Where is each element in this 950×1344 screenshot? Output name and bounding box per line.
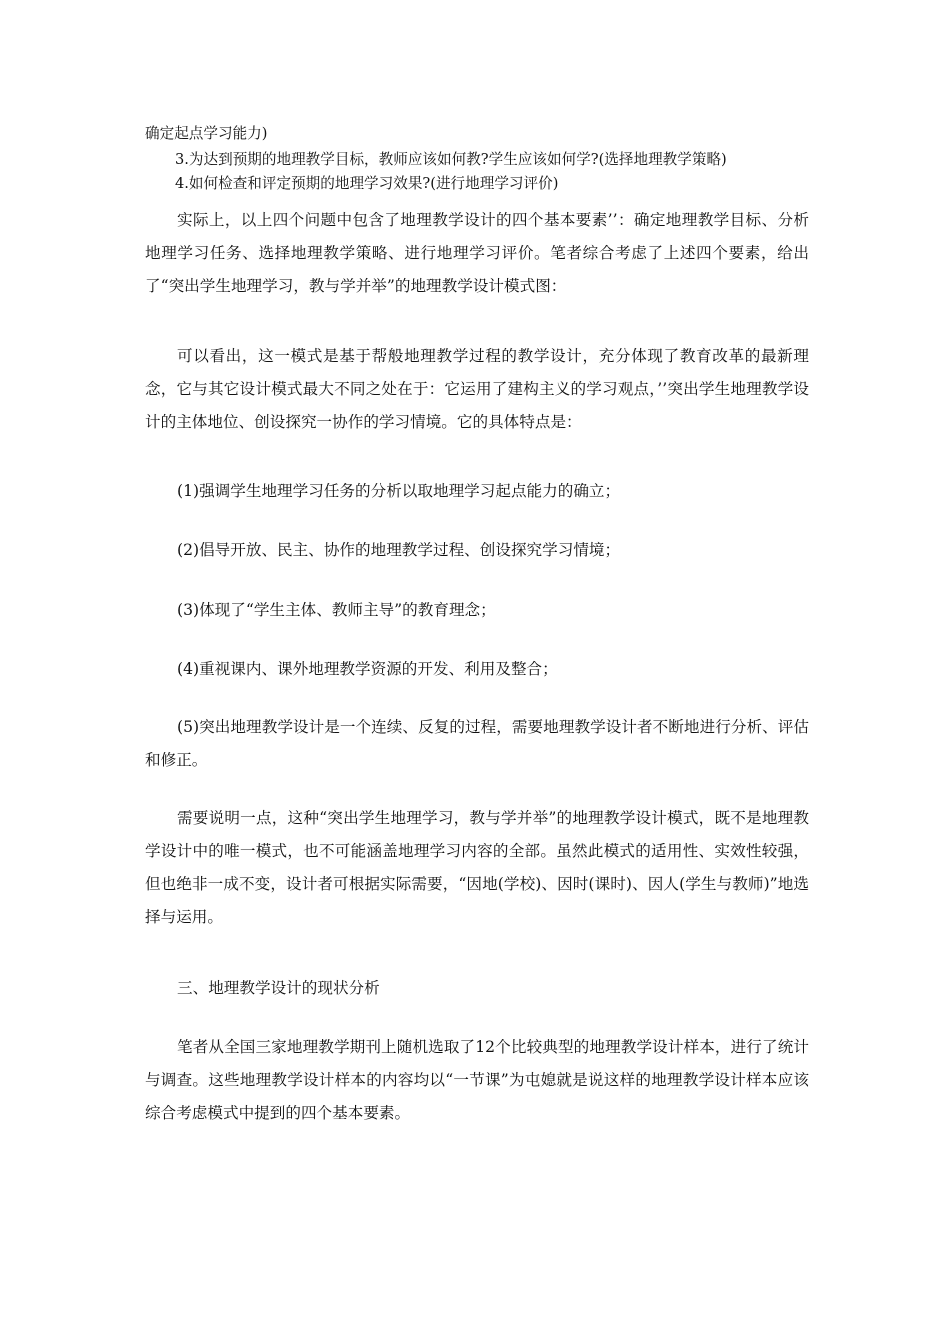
paragraph-four-elements: 实际上，以上四个问题中包含了地理教学设计的四个基本要素’’：确定地理教学目标、分析地理学习任务、选择地理教学策略、进行地理学习评价。笔者综合考虑了上述四个要素，给出了“突出学生地理学习，教与学并举”的地理教学设计模式图：	[145, 211, 809, 295]
paragraph-model-note: 需要说明一点，这种“突出学生地理学习，教与学并举”的地理教学设计模式，既不是地理教学设计中的唯一模式，也不可能涵盖地理学习内容的全部。虽然此模式的适用性、实效性较强，但也绝非一成不变，设计者可根据实际需要，“因地(学校)、因时(课时)、因人(学生与教师)”地选择与运用。	[145, 809, 809, 926]
question-item-3: 3.为达到预期的地理教学目标，教师应该如何教?学生应该如何学?(选择地理教学策略)	[175, 151, 727, 168]
feature-item-4: (4)重视课内、课外地理教学资源的开发、利用及整合；	[177, 660, 558, 678]
feature-item-3: (3)体现了“学生主体、教师主导”的教育理念；	[177, 601, 496, 619]
feature-item-2: (2)倡导开放、民主、协作的地理教学过程、创设探究学习情境；	[177, 541, 621, 559]
feature-item-1: (1)强调学生地理学习任务的分析以取地理学习起点能力的确立；	[177, 482, 621, 500]
text-line-continuation: 确定起点学习能力)	[145, 125, 268, 142]
section-heading: 三、地理教学设计的现状分析	[177, 979, 380, 997]
paragraph-model-features-intro: 可以看出，这一模式是基于帮般地理教学过程的教学设计，充分体现了教育改革的最新理念，它与其它设计模式最大不同之处在于：它运用了建构主义的学习观点，’’突出学生地理教学设计的主体地位、创设探究一协作的学习情境。它的具体特点是：	[145, 347, 809, 431]
paragraph-survey: 笔者从全国三家地理教学期刊上随机选取了12个比较典型的地理教学设计样本，进行了统计与调查。这些地理教学设计样本的内容均以“一节课”为屯媳就是说这样的地理教学设计样本应该综合考虑模式中提到的四个基本要素。	[145, 1038, 809, 1122]
feature-item-5: (5)突出地理教学设计是一个连续、反复的过程，需要地理教学设计者不断地进行分析、评估和修正。	[145, 718, 809, 769]
question-item-4: 4.如何检查和评定预期的地理学习效果?(进行地理学习评价)	[175, 175, 559, 192]
